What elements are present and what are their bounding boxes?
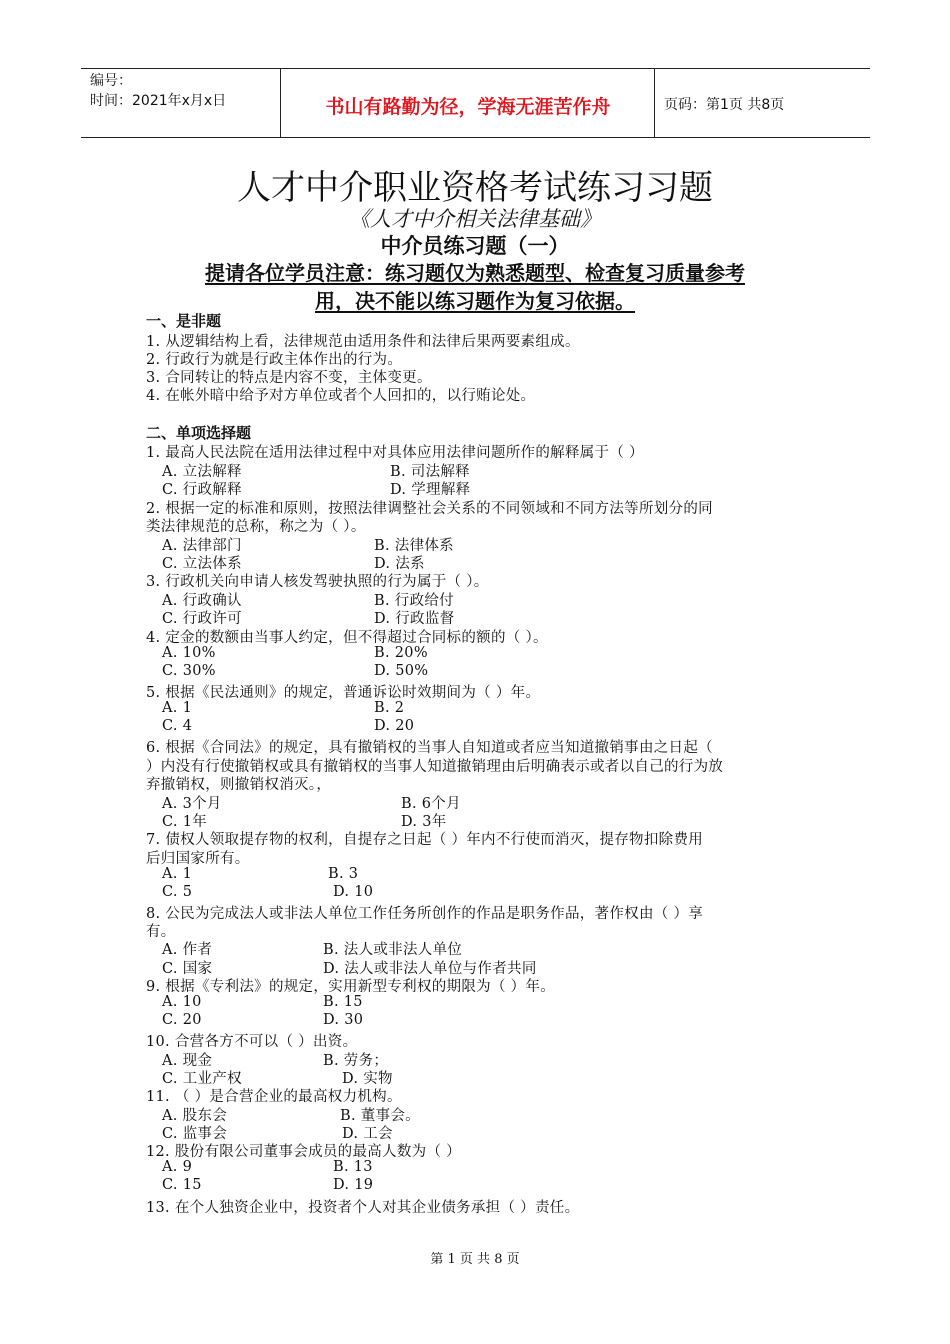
question-line: 7. 债权人领取提存物的权利，自提存之日起（ ）年内不行使而消灭，提存物扣除费用 <box>146 832 704 848</box>
answer-option: D. 50% <box>374 663 429 679</box>
header-divider <box>654 69 655 137</box>
answer-option: A. 现金 <box>162 1053 213 1069</box>
question-line: 12. 股份有限公司董事会成员的最高人数为（ ） <box>146 1144 461 1160</box>
true-false-item: 3. 合同转让的特点是内容不变，主体变更。 <box>146 370 432 386</box>
question-line: 1. 最高人民法院在适用法律过程中对具体应用法律问题所作的解释属于（ ） <box>146 445 644 461</box>
answer-option: C. 4 <box>162 718 193 734</box>
question-line: 3. 行政机关向申请人核发驾驶执照的行为属于（ ）。 <box>146 574 489 590</box>
answer-option: A. 10% <box>162 645 216 661</box>
answer-option: B. 劳务； <box>323 1053 389 1069</box>
notice-line-2: 用，决不能以练习题作为复习依据。 <box>315 289 635 313</box>
question-line: 13. 在个人独资企业中，投资者个人对其企业债务承担（ ）责任。 <box>146 1200 580 1216</box>
answer-option: B. 司法解释 <box>390 464 470 480</box>
answer-option: C. 5 <box>162 884 193 900</box>
answer-option: C. 15 <box>162 1177 202 1193</box>
answer-option: B. 法人或非法人单位 <box>323 942 463 958</box>
answer-option: D. 3年 <box>401 814 447 830</box>
answer-option: B. 2 <box>374 700 405 716</box>
page-footer: 第 1 页 共 8 页 <box>430 1252 520 1267</box>
answer-option: D. 20 <box>374 718 415 734</box>
answer-option: C. 行政解释 <box>162 482 242 498</box>
answer-option: B. 法律体系 <box>374 538 454 554</box>
answer-option: B. 3 <box>328 866 359 882</box>
answer-option: A. 法律部门 <box>162 538 242 554</box>
answer-option: C. 立法体系 <box>162 556 242 572</box>
header-motto: 书山有路勤为径，学海无涯苦作舟 <box>325 96 611 118</box>
answer-option: B. 15 <box>323 994 363 1010</box>
answer-option: A. 行政确认 <box>162 593 242 609</box>
answer-option: D. 10 <box>333 884 374 900</box>
answer-option: A. 股东会 <box>162 1108 227 1124</box>
question-line: 4. 定金的数额由当事人约定，但不得超过合同标的额的（ ）。 <box>146 630 548 646</box>
question-line: 后归国家所有。 <box>146 851 250 867</box>
notice-line-1: 提请各位学员注意：练习题仅为熟悉题型、检查复习质量参考 <box>205 261 745 285</box>
answer-option: B. 董事会。 <box>340 1108 420 1124</box>
answer-option: A. 作者 <box>162 942 213 958</box>
question-line: ）内没有行使撤销权或具有撤销权的当事人知道撤销理由后明确表示或者以自己的行为放 <box>146 759 724 775</box>
answer-option: A. 10 <box>162 994 202 1010</box>
answer-option: C. 30% <box>162 663 216 679</box>
question-line: 弃撤销权，则撤销权消灭。， <box>146 777 332 793</box>
section-heading: 一、是非题 <box>146 312 222 330</box>
question-line: 6. 根据《合同法》的规定，具有撤销权的当事人自知道或者应当知道撤销事由之日起（ <box>146 740 713 756</box>
answer-option: D. 行政监督 <box>374 611 455 627</box>
answer-option: C. 1年 <box>162 814 208 830</box>
answer-option: D. 学理解释 <box>390 482 471 498</box>
answer-option: D. 19 <box>333 1177 374 1193</box>
answer-option: C. 行政许可 <box>162 611 242 627</box>
answer-option: A. 立法解释 <box>162 464 242 480</box>
question-line: 类法律规范的总称，称之为（ ）。 <box>146 519 366 535</box>
header-page-code: 页码：第1页 共8页 <box>664 97 785 113</box>
answer-option: D. 法人或非法人单位与作者共同 <box>323 961 537 977</box>
header-divider <box>280 69 281 137</box>
answer-option: B. 13 <box>333 1159 373 1175</box>
question-line: 5. 根据《民法通则》的规定，普通诉讼时效期间为（ ）年。 <box>146 685 541 701</box>
question-line: 8. 公民为完成法人或非法人单位工作任务所创作的作品是职务作品，著作权由（ ）享 <box>146 906 704 922</box>
true-false-item: 1. 从逻辑结构上看，法律规范由适用条件和法律后果两要素组成。 <box>146 334 580 350</box>
question-line: 11. （ ）是合营企业的最高权力机构。 <box>146 1089 402 1105</box>
answer-option: A. 9 <box>162 1159 193 1175</box>
page-title: 人才中介职业资格考试练习习题 <box>237 168 713 208</box>
answer-option: A. 1 <box>162 866 193 882</box>
true-false-item: 2. 行政行为就是行政主体作出的行为。 <box>146 352 403 368</box>
question-line: 有。 <box>146 924 176 940</box>
answer-option: D. 法系 <box>374 556 425 572</box>
answer-option: C. 20 <box>162 1012 202 1028</box>
answer-option: D. 实物 <box>342 1071 393 1087</box>
page-subtitle: 《人才中介相关法律基础》 <box>349 207 601 231</box>
answer-option: A. 3个月 <box>162 796 222 812</box>
question-line: 2. 根据一定的标准和原则，按照法律调整社会关系的不同领域和不同方法等所划分的同 <box>146 501 713 517</box>
section-heading: 二、单项选择题 <box>146 424 252 442</box>
answer-option: D. 30 <box>323 1012 364 1028</box>
answer-option: C. 国家 <box>162 961 213 977</box>
answer-option: C. 工业产权 <box>162 1071 242 1087</box>
answer-option: C. 监事会 <box>162 1126 228 1142</box>
question-line: 10. 合营各方不可以（ ）出资。 <box>146 1034 358 1050</box>
question-line: 9. 根据《专利法》的规定，实用新型专利权的期限为（ ）年。 <box>146 979 556 995</box>
answer-option: D. 工会 <box>342 1126 393 1142</box>
answer-option: B. 6个月 <box>401 796 461 812</box>
answer-option: B. 20% <box>374 645 428 661</box>
true-false-item: 4. 在帐外暗中给予对方单位或者个人回扣的，以行贿论处。 <box>146 388 536 404</box>
answer-option: B. 行政给付 <box>374 593 454 609</box>
answer-option: A. 1 <box>162 700 193 716</box>
header-number-label: 编号： <box>90 73 132 89</box>
page-subtitle-exercise: 中介员练习题（一） <box>380 233 570 258</box>
header-time-label: 时间：2021年x月x日 <box>90 93 227 109</box>
